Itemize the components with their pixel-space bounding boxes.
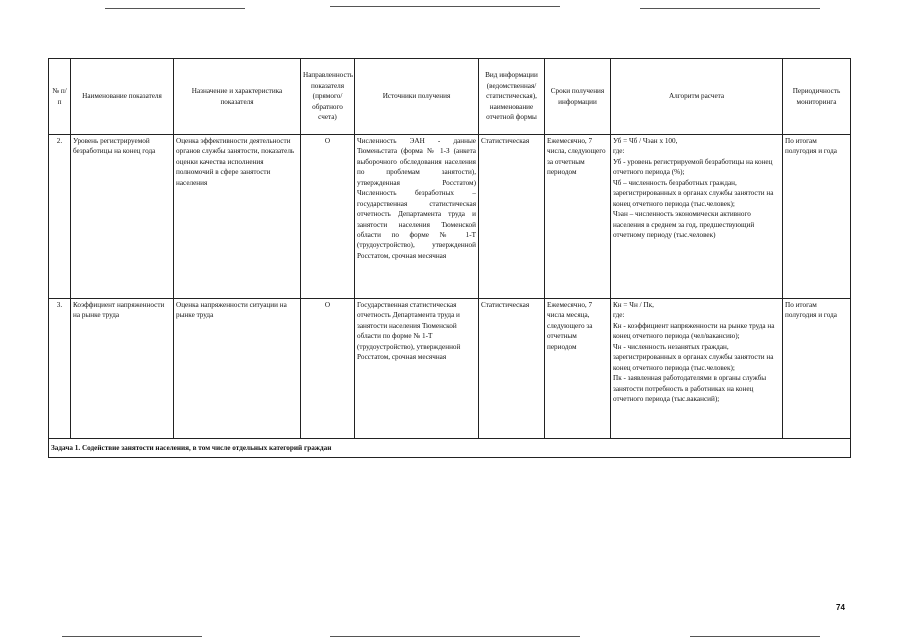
header-direction: Направленность показателя (прямого/ обратного счета) <box>301 59 355 135</box>
algorithm-line: где: <box>613 311 625 320</box>
scan-artifact-line <box>330 6 560 7</box>
header-indicator: Наименование показателя <box>71 59 174 135</box>
scan-artifact-line <box>690 636 820 637</box>
row-sources: Численность ЭАН - данные Тюменьстата (форма № 1-З (анкета выборочного обследования населения по проблемам занятости), утвержденная Росстатом) Численность безработных – государственная статистическая отчетность Департамента труда и занятости населения Тюменской области по форме № 1-Т (трудоустройство), утвержденной Росстатом, срочная месячная <box>355 135 479 299</box>
table-header-row <box>49 59 851 135</box>
scan-artifact-line <box>62 636 202 637</box>
row-terms: Ежемесячно, 7 числа, следующего за отчетным периодом <box>545 135 611 299</box>
row-info-type: Статистическая <box>479 135 545 299</box>
algorithm-line: где: <box>613 147 625 156</box>
row-terms: Ежемесячно, 7 числа месяца, следующего за отчетным периодом <box>545 299 611 439</box>
row-direction: О <box>301 135 355 299</box>
table-row <box>49 299 851 439</box>
algorithm-line: Пк - заявленная работодателями в органы службы занятости потребность в работниках на конец отчетного периода (тыс.вакансий); <box>613 374 767 403</box>
row-purpose: Оценка напряженности ситуации на рынке труда <box>174 299 301 439</box>
row-sources: Государственная статистическая отчетность Департамента труда и занятости населения Тюменской области по форме № 1-Т (трудоустройство), утвержденной Росстатом, срочная месячная <box>355 299 479 439</box>
algorithm-line: Кн = Чн / Пк, <box>613 301 654 309</box>
task-heading: Задача 1. Содействие занятости населения, в том числе отдельных категорий граждан <box>49 439 851 458</box>
header-terms: Сроки получения информации <box>545 59 611 135</box>
header-num: № п/п <box>49 59 71 135</box>
row-num: 3. <box>49 299 71 439</box>
task-row <box>49 439 851 458</box>
row-periodicity: По итогам полугодия и года <box>783 135 851 299</box>
row-indicator: Уровень регистрируемой безработицы на конец года <box>71 135 174 299</box>
algorithm-line: Чэан – численность экономически активного населения в среднем за год, предшествующий отчетному периоду (тыс.человек) <box>613 210 755 239</box>
algorithm-line: Чб – численность безработных граждан, зарегистрированных в органах службы занятости на конец отчетного периода (тыс.человек); <box>613 178 774 208</box>
header-sources: Источники получения <box>355 59 479 135</box>
row-algorithm <box>611 135 783 299</box>
row-indicator: Коэффициент напряженности на рынке труда <box>71 299 174 439</box>
row-purpose: Оценка эффективности деятельности органов службы занятости, показатель оценки качества исполнения полномочий в сфере занятости населения <box>174 135 301 299</box>
algorithm-line: Чн - численность незанятых граждан, зарегистрированных в органах службы занятости на конец отчетного периода (тыс.человек); <box>613 342 774 372</box>
monitoring-table <box>48 58 851 458</box>
header-periodicity: Периодичность мониторинга <box>783 59 851 135</box>
header-info-type: Вид информации (ведомственная/ статистическая), наименование отчетной формы <box>479 59 545 135</box>
row-direction: О <box>301 299 355 439</box>
algorithm-line: Уб - уровень регистрируемой безработицы на конец отчетного периода (%); <box>613 157 773 177</box>
scan-artifact-line <box>105 8 245 9</box>
scan-artifact-line <box>640 8 820 9</box>
header-algorithm: Алгоритм расчета <box>611 59 783 135</box>
scan-artifact-line <box>330 636 580 637</box>
row-periodicity: По итогам полугодия и года <box>783 299 851 439</box>
table-row <box>49 135 851 299</box>
row-info-type: Статистическая <box>479 299 545 439</box>
page-number: 74 <box>836 603 845 612</box>
algorithm-line: Кн - коэффициент напряженности на рынке труда на конец отчетного периода (чел/вакансию); <box>613 321 775 341</box>
row-algorithm <box>611 299 783 439</box>
header-purpose: Назначение и характеристика показателя <box>174 59 301 135</box>
row-num: 2. <box>49 135 71 299</box>
algorithm-line: Уб = Чб / Чэан х 100, <box>613 137 678 145</box>
